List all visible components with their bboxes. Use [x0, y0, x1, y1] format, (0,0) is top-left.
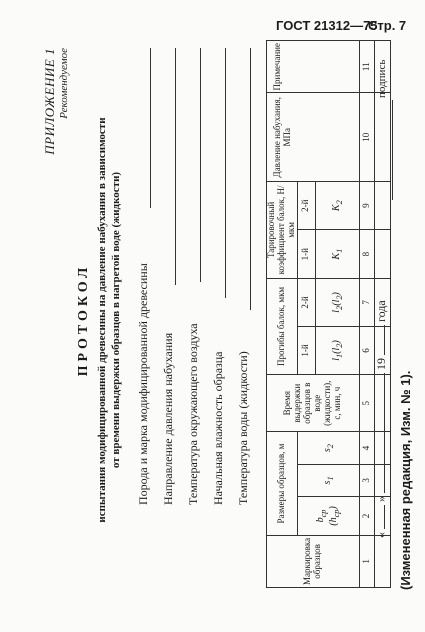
date-line: « » 19 года [374, 300, 388, 538]
field-air-temperature: Температура окружающего воздуха [186, 323, 200, 505]
num-2: 2 [359, 497, 374, 536]
num-1: 1 [359, 535, 374, 587]
tar-col-1: 1-й [297, 230, 315, 278]
signature-label: подпись [376, 59, 388, 98]
col-time: Время выдержки образцов в воде (жидкости), с, мин, ч [267, 375, 360, 432]
col-tar: Тарировочный коэффициент балок, Н/мкм [267, 181, 298, 278]
num-6: 6 [359, 326, 374, 374]
col-sizes: Размеры образцов, м [267, 432, 298, 535]
data-table [266, 40, 391, 588]
appendix-note: Рекомендуемое [58, 48, 70, 119]
gost-number: ГОСТ 21312—75 [276, 18, 378, 33]
field-initial-moisture-line [211, 48, 226, 298]
appendix-title: ПРИЛОЖЕНИЕ 1 [42, 48, 57, 155]
tar-col-2: 2-й [297, 181, 315, 229]
signature-line [378, 100, 393, 200]
num-11: 11 [359, 41, 374, 94]
col-deflection: Прогибы балок, мкм [267, 278, 298, 374]
col-s1: $s_1$ [297, 464, 359, 496]
field-wood-species-line [136, 48, 151, 208]
num-8: 8 [359, 230, 374, 278]
field-water-temperature: Температура воды (жидкости) [236, 351, 250, 505]
num-7: 7 [359, 278, 374, 326]
num-3: 3 [359, 464, 374, 496]
field-air-temperature-line [186, 48, 201, 282]
col-s2: $s_2$ [297, 432, 359, 464]
col-b: $b_{ср}$ $(h_{ср})$ [297, 497, 359, 536]
num-9: 9 [359, 181, 374, 229]
col-notes: Примечание [267, 41, 360, 94]
column-numbers-row [359, 41, 374, 588]
protocol-subtitle-2: от времени выдержки образцов в нагретой воде (жидкости) [110, 171, 122, 469]
cell-k1: $K_1$ [315, 230, 359, 278]
field-pressure-direction-line [161, 48, 176, 285]
cell-l2: $l_2(l_2)$ [315, 278, 359, 326]
edition-note: (Измененная редакция, Изм. № 1). [398, 370, 413, 590]
col-marking: Маркировка образцов [267, 535, 360, 587]
num-4: 4 [359, 432, 374, 464]
field-pressure-direction: Направление давления набухания [161, 332, 175, 505]
col-pressure: Давление набухания, МПа [267, 93, 360, 181]
field-water-temperature-line [236, 48, 251, 310]
field-initial-moisture: Начальная влажность образца [211, 351, 225, 505]
deflection-col-1: 1-й [297, 326, 315, 374]
cell-l1: $l_1(l_2)$ [315, 326, 359, 374]
field-wood-species: Порода и марка модифицированной древесины [136, 263, 150, 505]
deflection-col-2: 2-й [297, 278, 315, 326]
num-5: 5 [359, 375, 374, 432]
rotated-page-content [38, 40, 425, 600]
page-number: Стр. 7 [368, 18, 407, 33]
protocol-title: ПРОТОКОЛ [76, 263, 91, 377]
num-10: 10 [359, 93, 374, 181]
cell-k2: $K_2$ [315, 181, 359, 229]
protocol-subtitle-1: испытания модифицированной древесины на давление набухания в зависимости [96, 117, 108, 523]
